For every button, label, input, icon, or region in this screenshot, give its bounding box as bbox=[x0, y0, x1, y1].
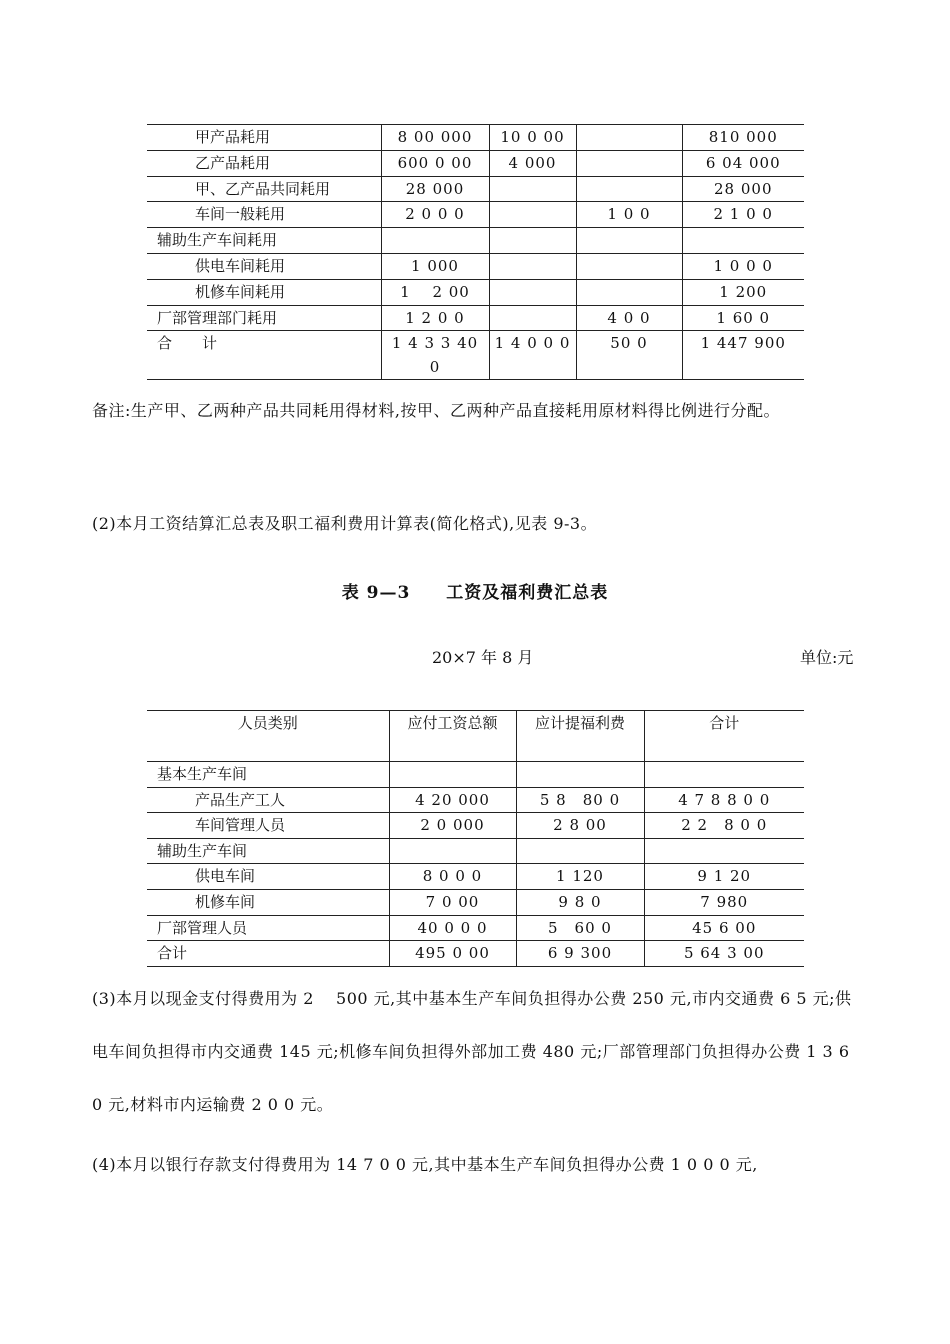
header-cell: 合计 bbox=[644, 711, 804, 762]
value-cell bbox=[516, 762, 644, 788]
table-row bbox=[147, 253, 804, 279]
value-cell: 1 0 0 0 bbox=[682, 253, 804, 279]
row-label: 机修车间 bbox=[147, 889, 389, 915]
value-cell: 2 8 00 bbox=[516, 813, 644, 839]
value-cell bbox=[576, 253, 682, 279]
value-cell bbox=[682, 228, 804, 254]
table-row bbox=[147, 762, 804, 788]
value-cell: 1 2 0 0 bbox=[381, 305, 489, 331]
row-label: 合 计 bbox=[147, 331, 381, 380]
value-cell bbox=[489, 253, 576, 279]
row-label: 产品生产工人 bbox=[147, 787, 389, 813]
value-cell: 600 0 00 bbox=[381, 150, 489, 176]
table-row bbox=[147, 813, 804, 839]
value-cell bbox=[381, 228, 489, 254]
value-cell: 810 000 bbox=[682, 125, 804, 151]
material-allocation-table bbox=[147, 124, 804, 380]
row-label: 厂部管理人员 bbox=[147, 915, 389, 941]
wage-welfare-table bbox=[147, 710, 804, 967]
value-cell bbox=[489, 279, 576, 305]
value-cell bbox=[576, 228, 682, 254]
value-cell: 5 8 80 0 bbox=[516, 787, 644, 813]
row-label: 合计 bbox=[147, 941, 389, 967]
value-cell: 40 0 0 0 bbox=[389, 915, 516, 941]
value-cell: 1 4 0 0 0 bbox=[489, 331, 576, 380]
value-cell: 2 0 0 0 bbox=[381, 202, 489, 228]
value-cell bbox=[576, 176, 682, 202]
value-cell: 1 447 900 bbox=[682, 331, 804, 380]
value-cell: 1 0 0 bbox=[576, 202, 682, 228]
value-cell bbox=[489, 228, 576, 254]
table-row bbox=[147, 125, 804, 151]
value-cell: 28 000 bbox=[381, 176, 489, 202]
header-cell: 人员类别 bbox=[147, 711, 389, 762]
table-row bbox=[147, 838, 804, 864]
row-label: 甲、乙产品共同耗用 bbox=[147, 176, 381, 202]
note-paragraph: 备注:生产甲、乙两种产品共同耗用得材料,按甲、乙两种产品直接耗用原材料得比例进行分配。 bbox=[92, 401, 780, 420]
row-label: 供电车间耗用 bbox=[147, 253, 381, 279]
value-cell bbox=[489, 176, 576, 202]
value-cell: 1 120 bbox=[516, 864, 644, 890]
row-label: 基本生产车间 bbox=[147, 762, 389, 788]
header-cell: 应付工资总额 bbox=[389, 711, 516, 762]
value-cell: 6 9 300 bbox=[516, 941, 644, 967]
value-cell: 495 0 00 bbox=[389, 941, 516, 967]
table-caption: 表 9—3 工资及福利费汇总表 bbox=[341, 583, 609, 603]
table-row bbox=[147, 941, 804, 967]
value-cell: 1 000 bbox=[381, 253, 489, 279]
value-cell: 7 980 bbox=[644, 889, 804, 915]
value-cell: 2 0 000 bbox=[389, 813, 516, 839]
value-cell: 2 1 0 0 bbox=[682, 202, 804, 228]
value-cell: 5 64 3 00 bbox=[644, 941, 804, 967]
row-label: 车间管理人员 bbox=[147, 813, 389, 839]
value-cell: 10 0 00 bbox=[489, 125, 576, 151]
value-cell bbox=[644, 838, 804, 864]
value-cell: 1 4 3 3 40 0 bbox=[381, 331, 489, 380]
row-label: 辅助生产车间 bbox=[147, 838, 389, 864]
table-header-row bbox=[147, 711, 804, 762]
value-cell: 2 2 8 0 0 bbox=[644, 813, 804, 839]
value-cell: 1 200 bbox=[682, 279, 804, 305]
value-cell: 7 0 00 bbox=[389, 889, 516, 915]
value-cell bbox=[576, 150, 682, 176]
value-cell: 1 2 00 bbox=[381, 279, 489, 305]
value-cell bbox=[644, 762, 804, 788]
table-row bbox=[147, 915, 804, 941]
value-cell bbox=[516, 838, 644, 864]
unit-line: 单位:元 bbox=[800, 648, 854, 667]
value-cell: 6 04 000 bbox=[682, 150, 804, 176]
row-label: 供电车间 bbox=[147, 864, 389, 890]
table-row bbox=[147, 331, 804, 380]
value-cell: 9 1 20 bbox=[644, 864, 804, 890]
table-row bbox=[147, 228, 804, 254]
value-cell: 5 60 0 bbox=[516, 915, 644, 941]
table-row bbox=[147, 176, 804, 202]
row-label: 厂部管理部门耗用 bbox=[147, 305, 381, 331]
value-cell bbox=[576, 125, 682, 151]
table-row bbox=[147, 864, 804, 890]
value-cell bbox=[389, 838, 516, 864]
table-row bbox=[147, 787, 804, 813]
value-cell: 4 20 000 bbox=[389, 787, 516, 813]
table-row bbox=[147, 150, 804, 176]
value-cell bbox=[489, 202, 576, 228]
value-cell bbox=[389, 762, 516, 788]
row-label: 甲产品耗用 bbox=[147, 125, 381, 151]
value-cell bbox=[489, 305, 576, 331]
value-cell: 45 6 00 bbox=[644, 915, 804, 941]
value-cell: 4 000 bbox=[489, 150, 576, 176]
section-4-paragraph: (4)本月以银行存款支付得费用为 14 7 0 0 元,其中基本生产车间负担得办公费 1 0 0 0 元, bbox=[92, 1155, 758, 1174]
value-cell: 1 60 0 bbox=[682, 305, 804, 331]
table-row bbox=[147, 889, 804, 915]
header-cell: 应计提福利费 bbox=[516, 711, 644, 762]
date-line: 20×7 年 8 月 bbox=[432, 648, 534, 667]
value-cell: 8 0 0 0 bbox=[389, 864, 516, 890]
table-row bbox=[147, 305, 804, 331]
value-cell: 4 0 0 bbox=[576, 305, 682, 331]
value-cell: 50 0 bbox=[576, 331, 682, 380]
row-label: 乙产品耗用 bbox=[147, 150, 381, 176]
value-cell: 4 7 8 8 0 0 bbox=[644, 787, 804, 813]
table-row bbox=[147, 202, 804, 228]
value-cell bbox=[576, 279, 682, 305]
value-cell: 28 000 bbox=[682, 176, 804, 202]
value-cell: 8 00 000 bbox=[381, 125, 489, 151]
row-label: 机修车间耗用 bbox=[147, 279, 381, 305]
section-3-paragraph: (3)本月以现金支付得费用为 2 500 元,其中基本生产车间负担得办公费 250 元,市内交通费 6 5 元;供电车间负担得市内交通费 145 元;机修车间负担得外部加工费 480 元;厂部管理部门负担得办公费 1 3 6 0 元,材料市内运输费 2 0 0 元。 bbox=[92, 989, 852, 1114]
table-row bbox=[147, 279, 804, 305]
section-2-paragraph: (2)本月工资结算汇总表及职工福利费用计算表(简化格式),见表 9-3。 bbox=[92, 514, 598, 533]
row-label: 辅助生产车间耗用 bbox=[147, 228, 381, 254]
row-label: 车间一般耗用 bbox=[147, 202, 381, 228]
value-cell: 9 8 0 bbox=[516, 889, 644, 915]
